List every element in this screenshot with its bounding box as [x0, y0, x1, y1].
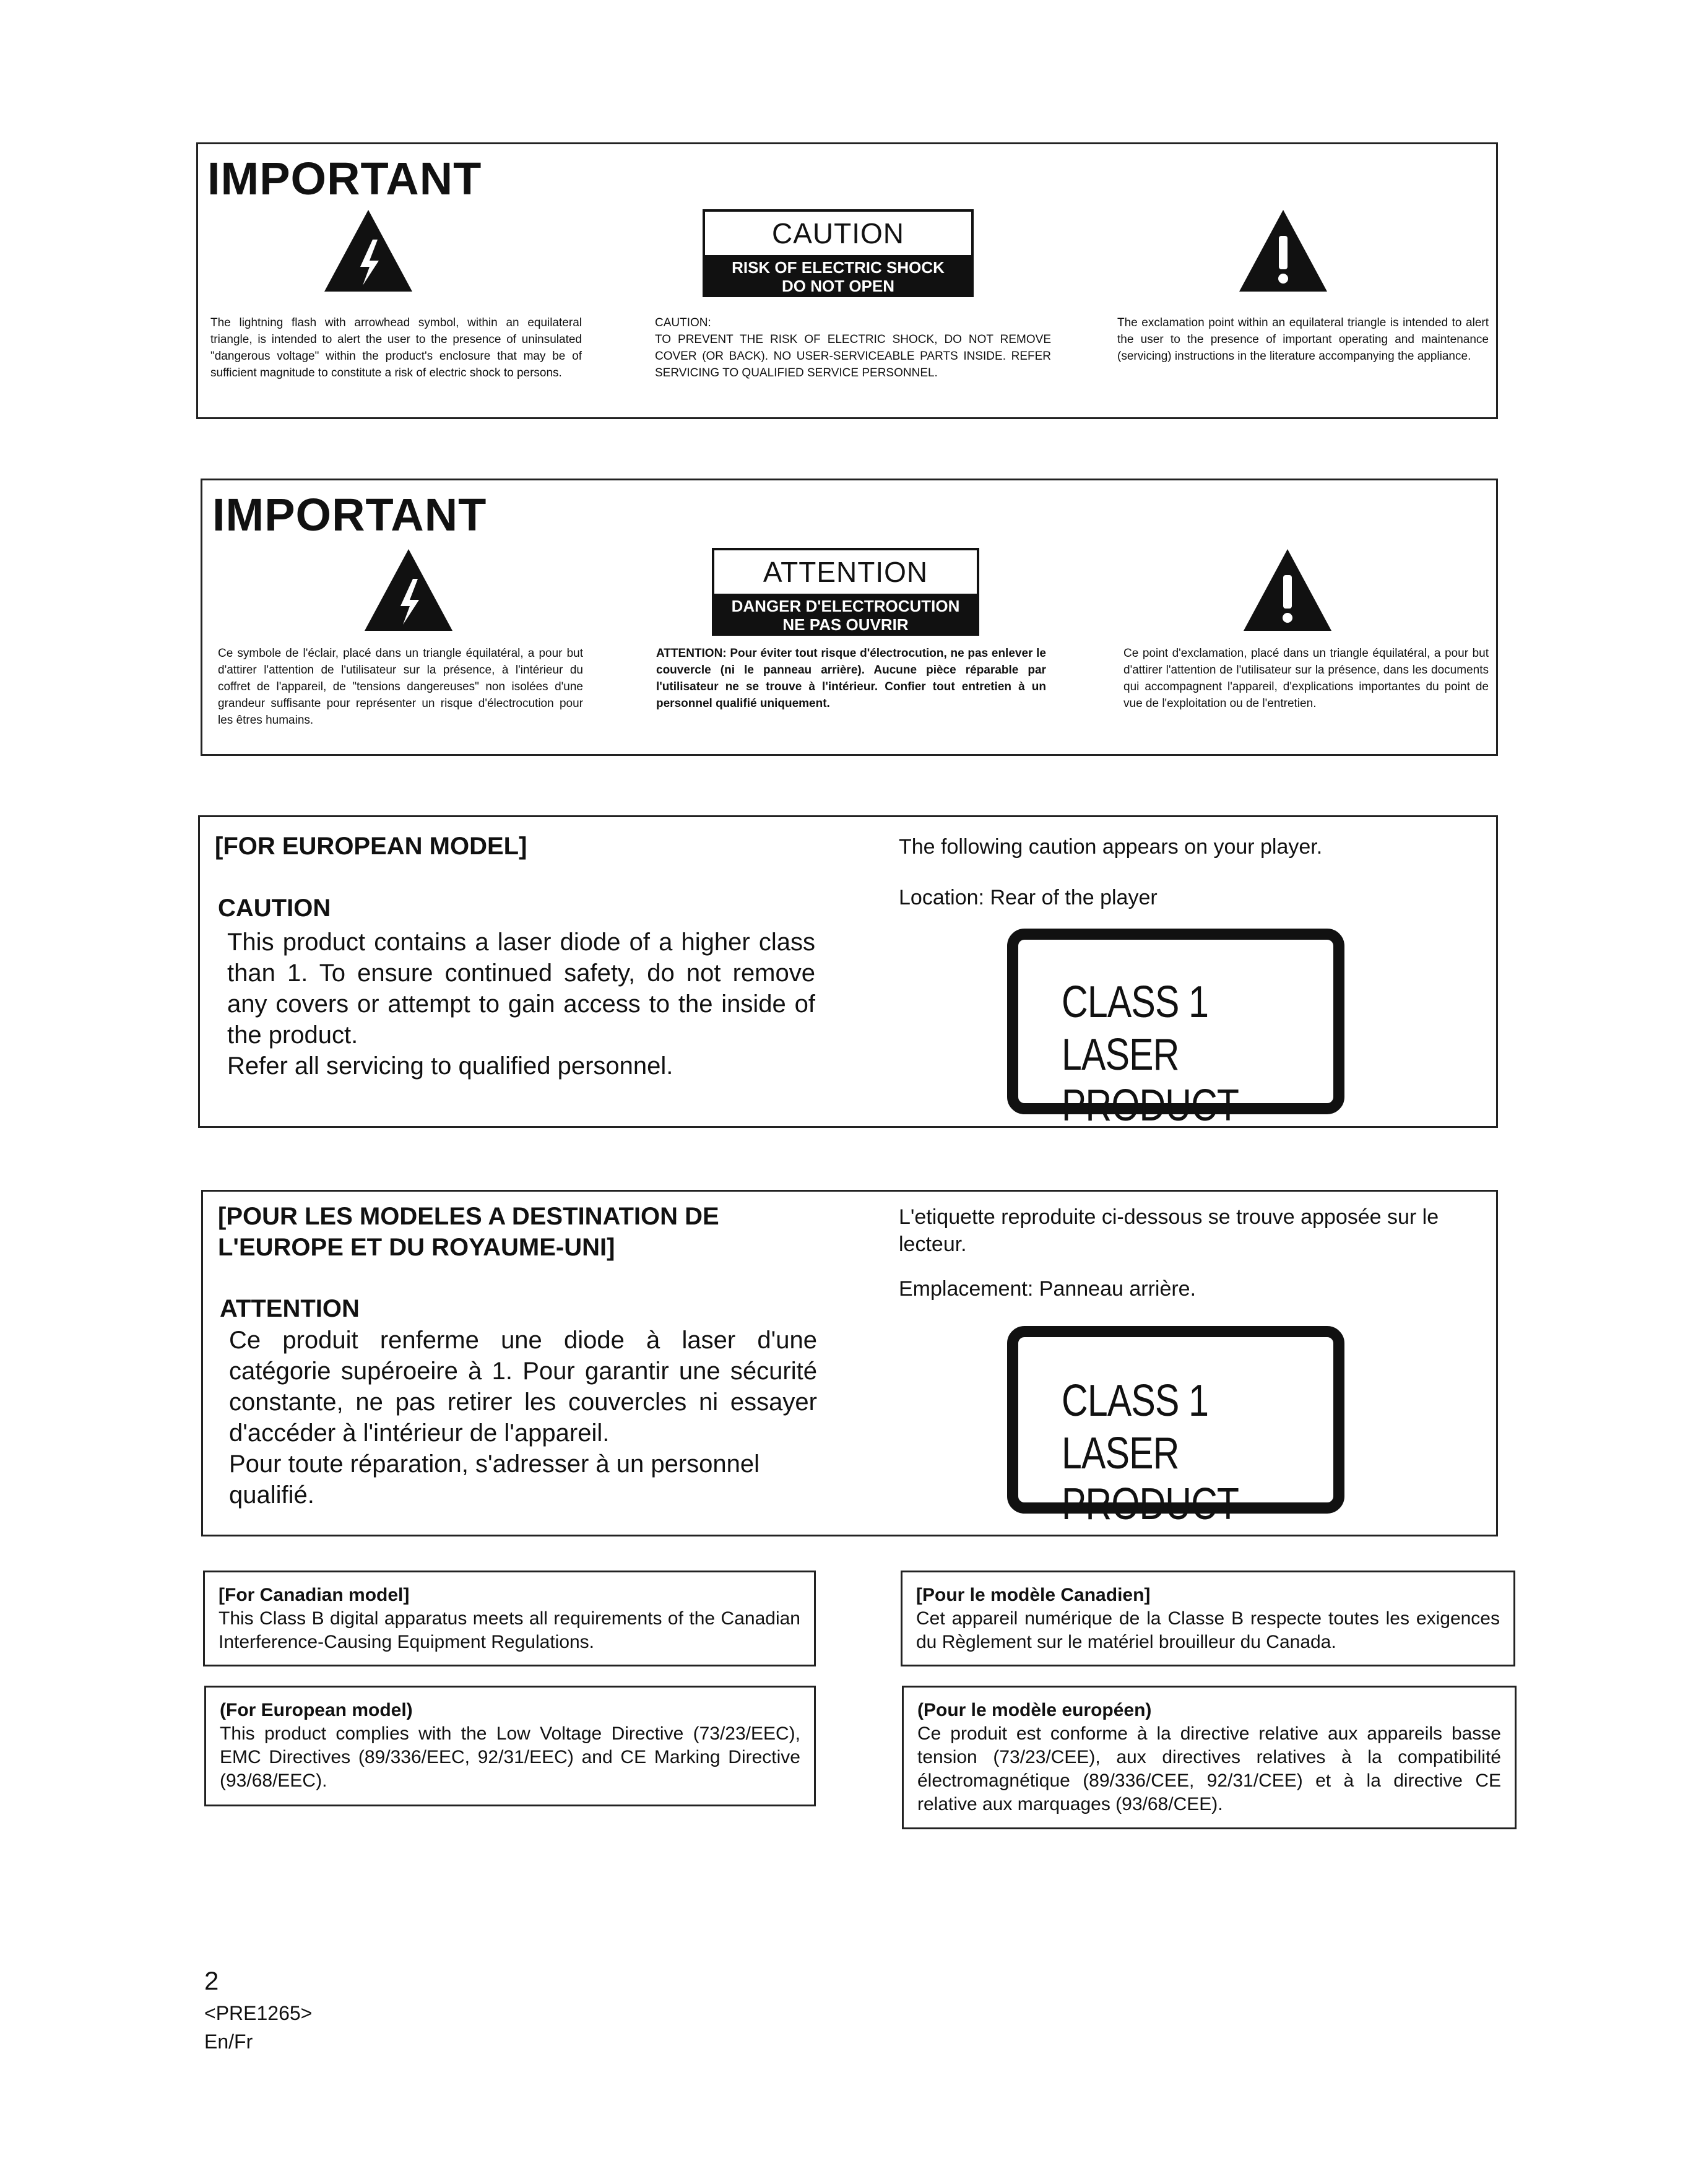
exclamation-explanation-text: The exclamation point within an equilateral triangle is intended to alert the user to the presence of important operating and maintenance (servicing) instructions in the literature accompanying the appliance. [1117, 316, 1489, 363]
canadian-model-notice-fr [901, 1571, 1515, 1666]
caution-instructions-title: CAUTION: [655, 316, 711, 329]
attention-instructions-text: ATTENTION: Pour éviter tout risque d'électrocution, ne pas enlever le couvercle (ni le panneau arrière). Aucune pièce réparable par l'utilisateur ne se trouve à l'intérieur. Confier tout entretien à un personnel qualifié uniquement. [656, 647, 1046, 710]
caution-sign [703, 209, 974, 297]
european-model-title-en: (For European model) [220, 1700, 413, 1720]
canadian-model-text-en: This Class B digital apparatus meets all requirements of the Canadian Interference-Causing Equipment Regulations. [219, 1608, 800, 1652]
laser-label-class: CLASS 1 [1062, 977, 1209, 1027]
lightning-warning-icon-fr [362, 547, 455, 633]
canadian-model-notice-en [203, 1571, 816, 1666]
european-model-notice-en [204, 1686, 816, 1806]
lightning-warning-icon [322, 207, 415, 294]
european-model-text-en: This product complies with the Low Voltage Directive (73/23/EEC), EMC Directives (89/336/EEC, 92/31/EEC) and CE Marking Directive (93/68/EEC). [220, 1723, 800, 1791]
caution-sign-line-2: DO NOT OPEN [781, 276, 894, 295]
class-1-laser-label [1007, 929, 1344, 1130]
european-model-notice-fr [902, 1686, 1517, 1829]
important-title-french: IMPORTANT [212, 489, 487, 540]
french-model-heading: [POUR LES MODELES A DESTINATION DE L'EUROPE ET DU ROYAUME-UNI] [218, 1203, 719, 1261]
attention-sign-line-1: DANGER D'ELECTROCUTION [731, 596, 960, 615]
european-model-text-fr: Ce produit est conforme à la directive relative aux appareils basse tension (73/23/CEE), aux directives relatives à la compatibilité électromagnétique (89/336/CEE, 92/31/CEE) et à la directive CE relative aux marquages (93/68/CEE). [917, 1723, 1501, 1814]
laser-attention-paragraph: Ce produit renferme une diode à laser d'une catégorie supéroeire à 1. Pour garantir une sécurité constante, ne pas retirer les couvercles ni essayer d'accéder à l'intérieur de l'appareil. [229, 1327, 817, 1447]
caution-instructions [655, 314, 1051, 381]
document-code: <PRE1265> [204, 2002, 313, 2024]
laser-caution-paragraph: This product contains a laser diode of a higher class than 1. To ensure continued safety, do not remove any covers or attempt to gain access to the inside of the product. [227, 929, 815, 1049]
laser-caution-text [227, 927, 815, 1081]
european-model-heading: [FOR EUROPEAN MODEL] [215, 833, 527, 860]
laser-label-product-fr: LASER PRODUCT [1062, 1429, 1239, 1529]
attention-sign-line-2: NE PAS OUVRIR [782, 615, 909, 634]
laser-caution-servicing: Refer all servicing to qualified personnel. [227, 1052, 673, 1080]
label-emplacement: Emplacement: Panneau arrière. [899, 1277, 1197, 1301]
caution-instructions-text: TO PREVENT THE RISK OF ELECTRIC SHOCK, DO NOT REMOVE COVER (OR BACK). NO USER-SERVICEABLE PARTS INSIDE. REFER SERVICING TO QUALIFIED SERVICE PERSONNEL. [655, 333, 1051, 379]
attention-sign [712, 548, 979, 636]
european-model-title-fr: (Pour le modèle européen) [917, 1700, 1152, 1720]
caution-sign-line-1: RISK OF ELECTRIC SHOCK [732, 258, 945, 277]
exclamation-explanation-text-fr: Ce point d'exclamation, placé dans un triangle équilatéral, a pour but d'attirer l'attention de l'utilisateur sur la présence, dans les documents qui accompagnent l'appareil, d'explications importantes du point de vue de l'exploitation ou de l'entretien. [1123, 647, 1489, 710]
laser-attention-text [229, 1325, 817, 1510]
canadian-model-text-fr: Cet appareil numérique de la Classe B respecte toutes les exigences du Règlement sur le matériel brouilleur du Canada. [916, 1608, 1500, 1652]
laser-attention-servicing: Pour toute réparation, s'adresser à un personnel qualifié. [229, 1450, 760, 1509]
laser-caution-heading: CAUTION [218, 895, 331, 922]
caution-sign-warning [705, 257, 971, 297]
page-number: 2 [204, 1966, 219, 1995]
important-title-english: IMPORTANT [207, 153, 482, 204]
exclamation-warning-icon [1237, 207, 1330, 294]
caution-sign-title: CAUTION [705, 212, 971, 257]
lightning-explanation-text: The lightning flash with arrowhead symbol, within an equilateral triangle, is intended to alert the user to the presence of uninsulated "dangerous voltage" within the product's enclosure that may be of sufficient magnitude to constitute a risk of electric shock to persons. [210, 316, 582, 379]
canadian-model-title-fr: [Pour le modèle Canadien] [916, 1585, 1151, 1605]
laser-label-class-fr: CLASS 1 [1062, 1376, 1209, 1426]
attention-sign-title: ATTENTION [714, 550, 977, 596]
language-code: En/Fr [204, 2030, 253, 2053]
label-location: Location: Rear of the player [899, 886, 1158, 909]
label-reproduction-note: L'etiquette reproduite ci-dessous se trouve apposée sur le lecteur. [899, 1205, 1439, 1256]
attention-sign-warning [714, 596, 977, 635]
lightning-explanation-text-fr: Ce symbole de l'éclair, placé dans un triangle équilatéral, a pour but d'attirer l'attention de l'utilisateur sur la présence, à l'intérieur du coffret de l'appareil, de "tensions dangereuses" non isolées d'une grandeur suffisante pour représenter un risque d'électrocution pour les êtres humains. [218, 647, 583, 727]
player-caution-note: The following caution appears on your player. [899, 835, 1323, 859]
laser-attention-heading: ATTENTION [220, 1295, 360, 1322]
class-1-laser-label-fr [1007, 1326, 1344, 1529]
canadian-model-title-en: [For Canadian model] [219, 1585, 410, 1605]
laser-label-product: LASER PRODUCT [1062, 1030, 1239, 1130]
exclamation-warning-icon-fr [1241, 547, 1334, 633]
